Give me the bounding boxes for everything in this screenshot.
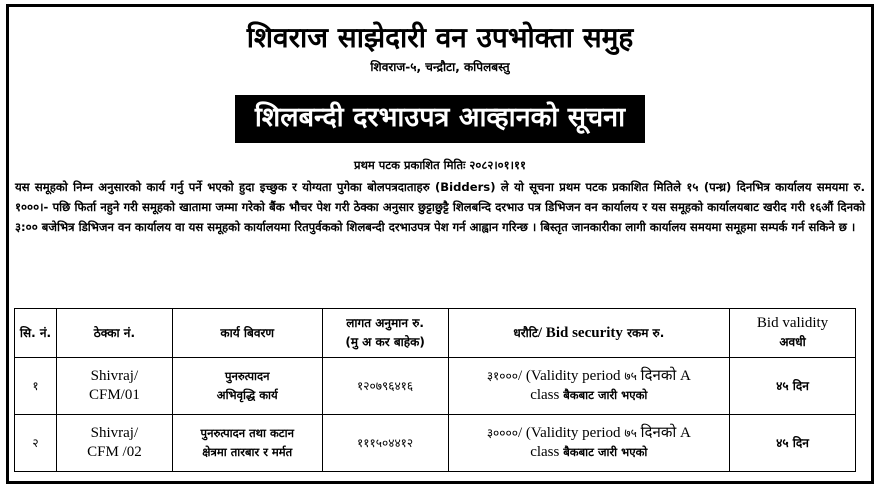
header-description: कार्य बिवरण: [172, 309, 322, 358]
desc-line2: क्षेत्रमा तारबार र मर्मत: [202, 445, 293, 459]
security-line2-np: बैकबाट जारी भएको: [563, 388, 648, 402]
security-note2: ७५: [624, 369, 637, 383]
cell-validity: ४५ दिन: [730, 358, 856, 415]
desc-line1: पुनरुत्पादन: [224, 369, 270, 383]
contract-line1: Shivraj/: [90, 368, 139, 384]
header-cost: [322, 309, 448, 358]
cell-validity: ४५ दिन: [730, 415, 856, 472]
cell-bid-security: [448, 358, 730, 415]
header-validity-np: अवधी: [779, 335, 806, 349]
notice-body: यस समूहको निम्न अनुसारको कार्य गर्नु पर्ने भएको हुदा इच्छुक र योग्यता पुगेका बोलपत्रदाताहरु (Bidders) ले यो सूचना प्रथम पटक प्रकाशित मितिले १५ (पन्ध्र) दिनभित्र कार्यालय समयमा रु. १०००।- पछि फिर्ता नहुने गरी समूहको खातामा जम्मा गरेको बैंक भौचर पेश गरी ठेक्का अनुसार छुट्टाछुट्टै शिलबन्दि दरभाउ पत्र डिभिजन वन कार्यालय र यस समूहको कार्यालयबाट खरीद गरी १६औं दिनको ३:०० बजेभित्र डिभिजन वन कार्यालय वा यस समूहको कार्यालयमा रितपुर्वकको शिलबन्दी दरभाउपत्र पेश गर्न आह्वान गरिन्छ । बिस्तृत जानकारीका लागी कार्यालय समयमा समूहमा सम्पर्क गर्न सकिने छ ।: [15, 180, 865, 234]
header-cost-line2: (मु अ कर बाहेक): [345, 335, 425, 349]
header-sn: सि. नं.: [15, 309, 57, 358]
contract-line2: CFM /02: [87, 444, 142, 460]
contract-line2: CFM/01: [88, 387, 140, 403]
security-amount: ३१०००: [486, 369, 519, 383]
header-validity-en: Bid validity: [756, 315, 829, 331]
security-note2: ७५: [624, 426, 637, 440]
cell-cost: १२०७९६४१६: [322, 358, 448, 415]
table-header-row: [15, 309, 856, 358]
header-security-pre: धरौटि: [513, 325, 538, 340]
security-note3: दिनको A: [640, 368, 691, 384]
notice-title: शिलबन्दी दरभाउपत्र आव्हानको सूचना: [235, 95, 645, 143]
desc-line1: पुनरुत्पादन तथा कटान: [200, 426, 294, 440]
cell-contract-no: [56, 358, 172, 415]
security-note1: / (Validity period: [518, 425, 621, 441]
header-bid-validity: [730, 309, 856, 358]
header-bid-security: [448, 309, 730, 358]
header-cost-line1: लागत अनुमान रु.: [346, 316, 424, 330]
published-date: प्रथम पटक प्रकाशित मितिः २०८२।०१।११: [354, 158, 526, 172]
table-row: [15, 358, 856, 415]
table-row: [15, 415, 856, 472]
cell-description: [172, 358, 322, 415]
security-line2-en: class: [530, 444, 560, 460]
security-line2-np: बैकबाट जारी भएको: [563, 445, 648, 459]
header-security-en: / Bid security: [537, 324, 623, 341]
bid-table: [14, 308, 856, 472]
organization-title: शिवराज साझेदारी वन उपभोक्ता समुह: [246, 21, 634, 54]
cell-cost: १११५०४४१२: [322, 415, 448, 472]
security-note1: / (Validity period: [518, 368, 621, 384]
header-contract-no: ठेक्का नं.: [56, 309, 172, 358]
cell-sn: १: [15, 358, 57, 415]
cell-description: [172, 415, 322, 472]
notice-banner-wrap: [9, 95, 871, 143]
desc-line2: अभिवृद्धि कार्य: [216, 388, 278, 402]
security-note3: दिनको A: [640, 425, 691, 441]
header-security-post: रकम रु.: [627, 325, 665, 340]
security-line2-en: class: [530, 387, 560, 403]
cell-sn: २: [15, 415, 57, 472]
security-amount: ३००००: [486, 426, 519, 440]
organization-address: शिवराज-५, चन्द्रौटा, कपिलबस्तु: [370, 60, 510, 74]
contract-line1: Shivraj/: [90, 425, 139, 441]
cell-bid-security: [448, 415, 730, 472]
cell-contract-no: [56, 415, 172, 472]
